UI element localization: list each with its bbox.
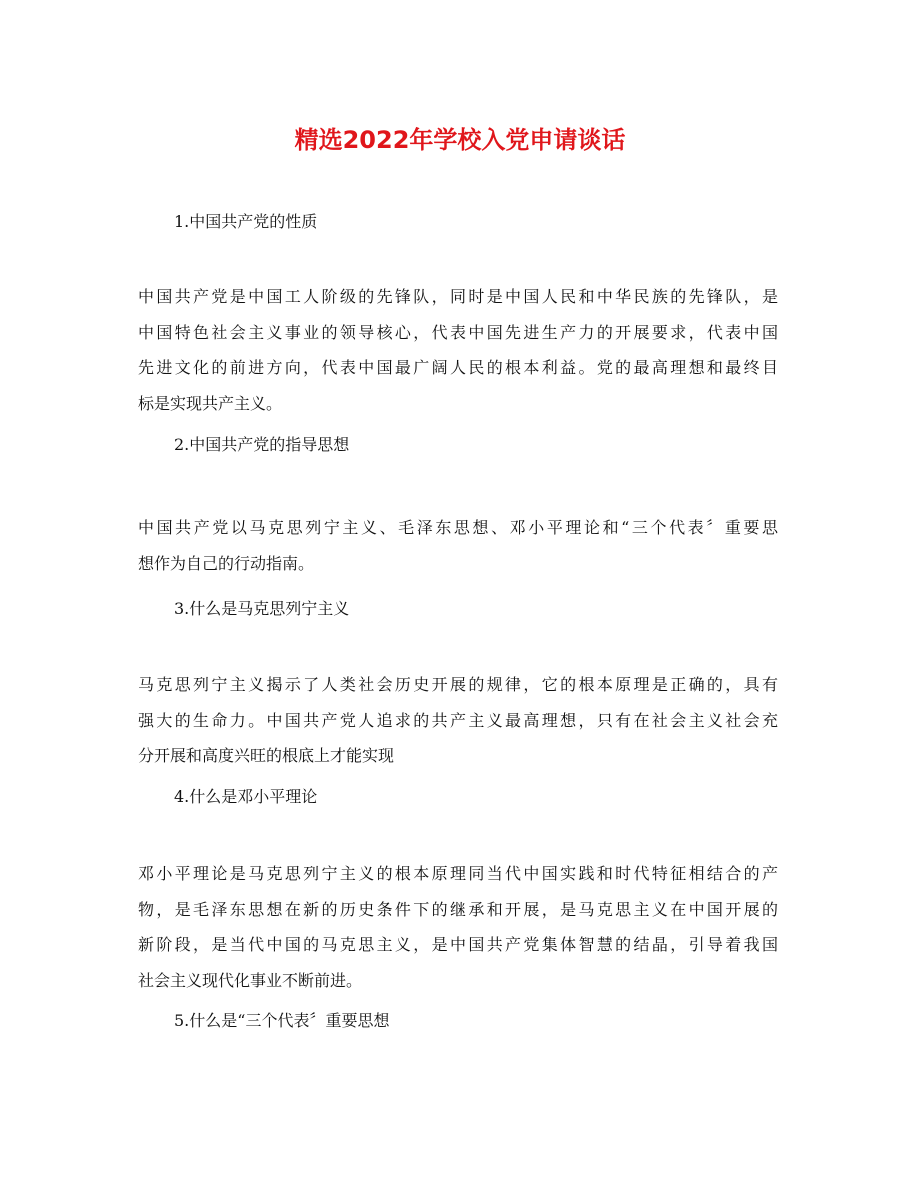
document-title: 精选2022年学校入党申请谈话 (294, 126, 626, 154)
section-paragraph-1 (138, 279, 778, 421)
paragraph-line: 社会主义现代化事业不断前进。 (138, 970, 363, 990)
paragraph-line: 标是实现共产主义。 (138, 393, 283, 413)
section-heading-5: 5.什么是“三个代表〞重要思想 (174, 1011, 390, 1030)
section-paragraph-3 (138, 667, 778, 774)
paragraph-line: 中国特色社会主义事业的领导核心，代表中国先进生产力的开展要求，代表中国 (138, 322, 778, 342)
paragraph-line: 分开展和高度兴旺的根底上才能实现 (138, 746, 395, 765)
section-paragraph-2 (138, 510, 778, 581)
paragraph-line: 新阶段，是当代中国的马克思主义，是中国共产党集体智慧的结晶，引导着我国 (138, 935, 778, 954)
section-heading-2: 2.中国共产党的指导思想 (174, 435, 350, 454)
paragraph-line: 想作为自己的行动指南。 (138, 553, 315, 573)
paragraph-line: 强大的生命力。中国共产党人追求的共产主义最高理想，只有在社会主义社会充 (138, 710, 778, 730)
paragraph-line: 中国共产党是中国工人阶级的先锋队，同时是中国人民和中华民族的先锋队，是 (138, 287, 778, 306)
paragraph-line: 马克思列宁主义揭示了人类社会历史开展的规律，它的根本原理是正确的，具有 (138, 675, 778, 694)
paragraph-line: 先进文化的前进方向，代表中国最广阔人民的根本利益。党的最高理想和最终目 (138, 358, 778, 377)
paragraph-line: 邓小平理论是马克思列宁主义的根本原理同当代中国实践和时代特征相结合的产 (138, 864, 778, 883)
paragraph-line: 中国共产党以马克思列宁主义、毛泽东思想、邓小平理论和“三个代表〞重要思 (138, 518, 778, 537)
section-heading-1: 1.中国共产党的性质 (174, 212, 318, 231)
paragraph-line: 物，是毛泽东思想在新的历史条件下的继承和开展，是马克思主义在中国开展的 (138, 899, 778, 919)
section-heading-3: 3.什么是马克思列宁主义 (174, 599, 350, 618)
section-heading-4: 4.什么是邓小平理论 (174, 787, 318, 806)
section-paragraph-4 (138, 856, 778, 998)
